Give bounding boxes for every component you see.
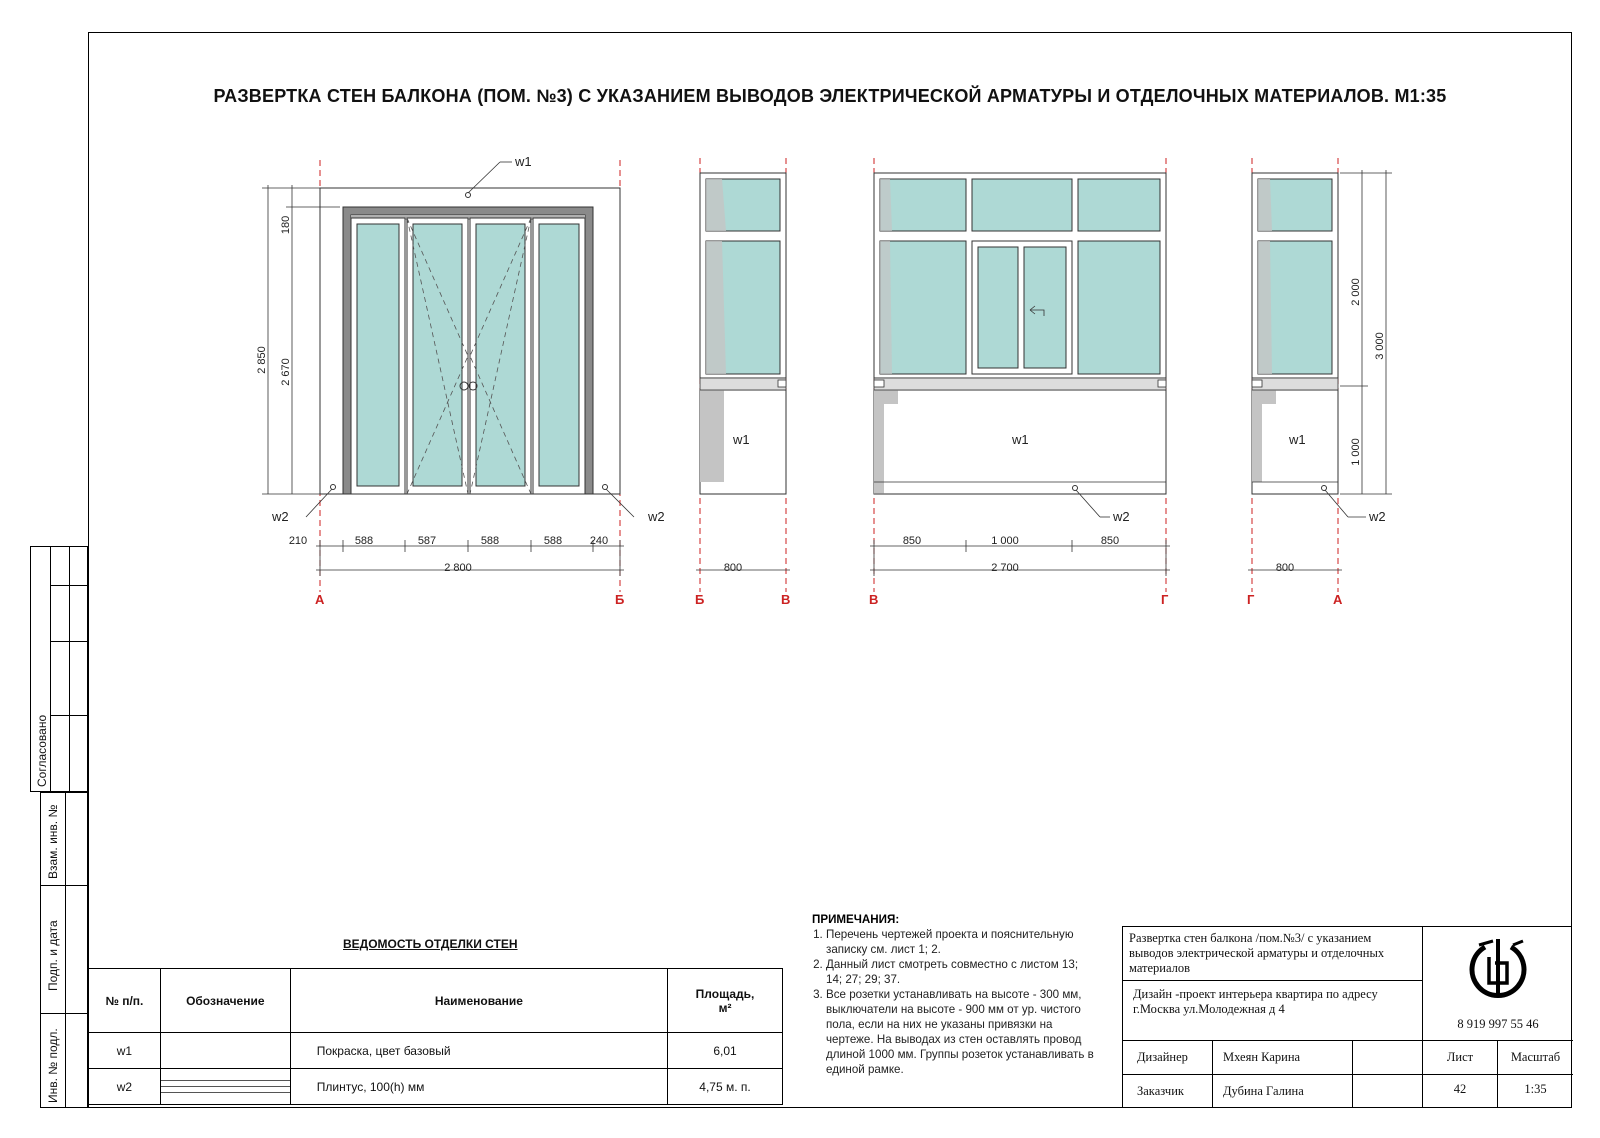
dim-800-bv: 800 <box>723 562 743 574</box>
label-sign-date: Подп. и дата <box>46 920 60 991</box>
dim-850a: 850 <box>902 535 922 547</box>
tag-w1-ab: w1 <box>515 154 532 169</box>
studio-logo-cell <box>1423 927 1573 1041</box>
col-num: № п/п. <box>89 969 161 1033</box>
dim-800-ga: 800 <box>1275 562 1295 574</box>
dim-2700: 2 700 <box>991 562 1019 574</box>
title-block <box>1122 926 1572 1108</box>
axis-g-right: Г <box>1161 592 1169 607</box>
label-agreed: Согласовано <box>35 714 49 787</box>
elevation-b-v <box>695 158 790 607</box>
tag-w2-ab-right: w2 <box>648 509 665 524</box>
label-inv-replace: Взам. инв. № <box>46 804 60 879</box>
table-row: w1 Покраска, цвет базовый 6,01 <box>89 1033 783 1069</box>
side-strip-records <box>40 792 88 1108</box>
dim-1000-v: 1 000 <box>1350 438 1362 466</box>
sheet-label: Лист <box>1423 1041 1498 1075</box>
sheet-title: РАЗВЕРТКА СТЕН БАЛКОНА (ПОМ. №3) С УКАЗАНИЕМ ВЫВОДОВ ЭЛЕКТРИЧЕСКОЙ АРМАТУРЫ И ОТДЕЛОЧНЫХ МАТЕРИАЛОВ. М1:35 <box>213 86 1447 106</box>
notes-title: ПРИМЕЧАНИЯ: <box>812 913 900 926</box>
elevation-g-a <box>1247 158 1392 607</box>
axis-v-right: В <box>781 592 791 607</box>
tag-w2-vg: w2 <box>1113 509 1130 524</box>
col-name: Наименование <box>290 969 667 1033</box>
dim-180: 180 <box>280 215 292 235</box>
dim-588b: 588 <box>480 535 500 547</box>
tag-w2-ab-left: w2 <box>272 509 289 524</box>
side-strip-agreed <box>30 546 88 792</box>
stamp-project: Дизайн -проект интерьера квартира по адресу г.Москва ул.Молодежная д 4 <box>1123 981 1423 1041</box>
client-name: Дубина Галина <box>1213 1075 1353 1107</box>
tag-w1-vg: w1 <box>1012 432 1029 447</box>
table-row: w2 Плинтус, 100(h) мм 4,75 м. п. <box>89 1069 783 1105</box>
dim-2800: 2 800 <box>444 562 472 574</box>
stamp-phone: 8 919 997 55 46 <box>1457 1017 1539 1031</box>
dim-850b: 850 <box>1100 535 1120 547</box>
col-code: Обозначение <box>160 969 290 1033</box>
axis-g-left: Г <box>1247 592 1255 607</box>
dim-588a: 588 <box>354 535 374 547</box>
finishing-schedule <box>88 968 783 1105</box>
designer-label: Дизайнер <box>1123 1041 1213 1075</box>
studio-logo-icon <box>1423 927 1573 1015</box>
axis-a-left: А <box>315 592 325 607</box>
scale-label: Масштаб <box>1498 1041 1573 1075</box>
tag-w1-bv: w1 <box>733 432 750 447</box>
plinth-symbol <box>160 1069 290 1105</box>
note-item: 1. Перечень чертежей проекта и пояснительную записку см. лист 1; 2. <box>826 927 1097 957</box>
dim-2850: 2 850 <box>256 346 268 374</box>
stamp-sheet-title: Развертка стен балкона /пом.№3/ с указанием выводов электрической арматуры и отделочных материалов <box>1123 927 1423 981</box>
note-item: 3. Все розетки устанавливать на высоте - 300 мм, выключатели на высоте - 900 мм от ур. чистого пола, если на них не указаны привязки на чертеже. На выводах из стен оставлять провод длиной 1000 мм. Группы розеток устанавливать в единой рамке. <box>826 987 1097 1077</box>
designer-name: Мхеян Карина <box>1213 1041 1353 1075</box>
dim-587: 587 <box>417 535 437 547</box>
dim-210: 210 <box>288 535 308 547</box>
axis-b-left: Б <box>695 592 705 607</box>
label-inv-orig: Инв. № подл. <box>46 1028 60 1103</box>
elevation-v-g <box>869 158 1170 607</box>
client-label: Заказчик <box>1123 1075 1213 1107</box>
dim-240: 240 <box>589 535 609 547</box>
axis-b-right: Б <box>615 592 625 607</box>
dim-588c: 588 <box>543 535 563 547</box>
note-item: 2. Данный лист смотреть совместно с листом 13; 14; 27; 29; 37. <box>826 957 1097 987</box>
notes <box>812 912 1097 1077</box>
dim-3000: 3 000 <box>1374 332 1386 360</box>
dim-2670: 2 670 <box>280 358 292 386</box>
scale-value: 1:35 <box>1524 1082 1547 1096</box>
axis-a-right: А <box>1333 592 1343 607</box>
dim-2000: 2 000 <box>1350 278 1362 306</box>
tag-w1-ga: w1 <box>1289 432 1306 447</box>
axis-v-left: В <box>869 592 879 607</box>
dim-1000: 1 000 <box>991 535 1019 547</box>
tag-w2-ga: w2 <box>1369 509 1386 524</box>
elevation-a-b <box>256 154 665 607</box>
schedule-title: ВЕДОМОСТЬ ОТДЕЛКИ СТЕН <box>343 937 518 951</box>
col-area: Площадь, м² <box>668 969 783 1033</box>
sheet-number: 42 <box>1423 1075 1498 1107</box>
